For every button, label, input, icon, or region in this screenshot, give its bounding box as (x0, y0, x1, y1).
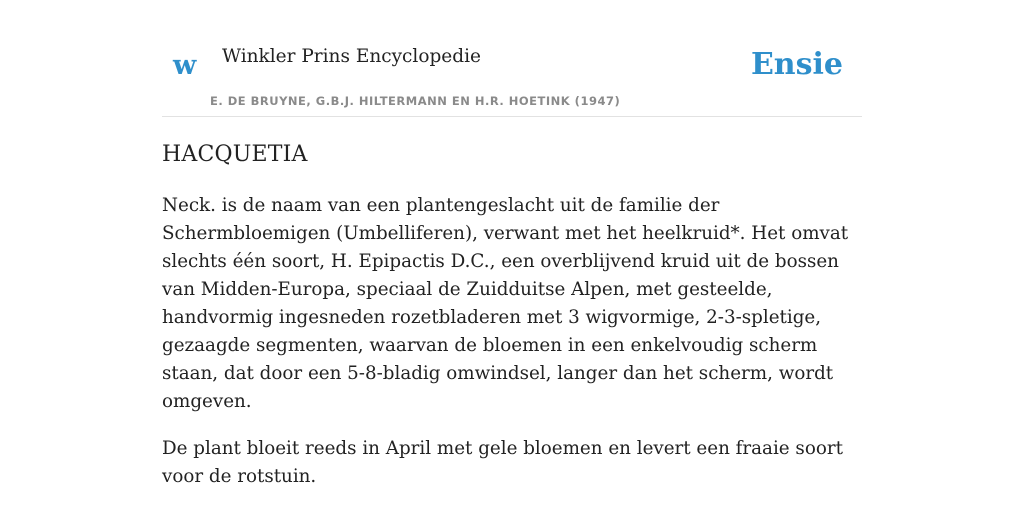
article-paragraph: Neck. is de naam van een plantengeslacht uit de familie der Schermbloemigen (Umbelliferen), verwant met het heelkruid*. Het omvat slechts één soort, H. Epipactis D.C., een overblijvend kruid uit de bossen van Midden-Europa, speciaal de Zuidduitse Alpen, met gesteelde, handvormig ingesneden rozetbladeren met 3 wigvormige, 2-3-spletige, gezaagde segmenten, waarvan de bloemen in een enkelvoudig scherm staan, dat door een 5-8-bladig omwindsel, langer dan het scherm, wordt omgeven. (162, 195, 849, 412)
source-header (162, 0, 862, 117)
ensie-logo[interactable]: Ensie (750, 47, 843, 82)
source-authors: E. DE BRUYNE, G.B.J. HILTERMANN EN H.R. HOETINK (1947) (210, 94, 621, 108)
article (162, 139, 862, 491)
source-title[interactable]: Winkler Prins Encyclopedie (222, 46, 481, 67)
article-headword: HACQUETIA (162, 142, 308, 167)
article-paragraph: De plant bloeit reeds in April met gele bloemen en levert een fraaie soort voor de rotstuin. (162, 438, 843, 487)
winkler-prins-logo[interactable]: w (173, 50, 197, 81)
